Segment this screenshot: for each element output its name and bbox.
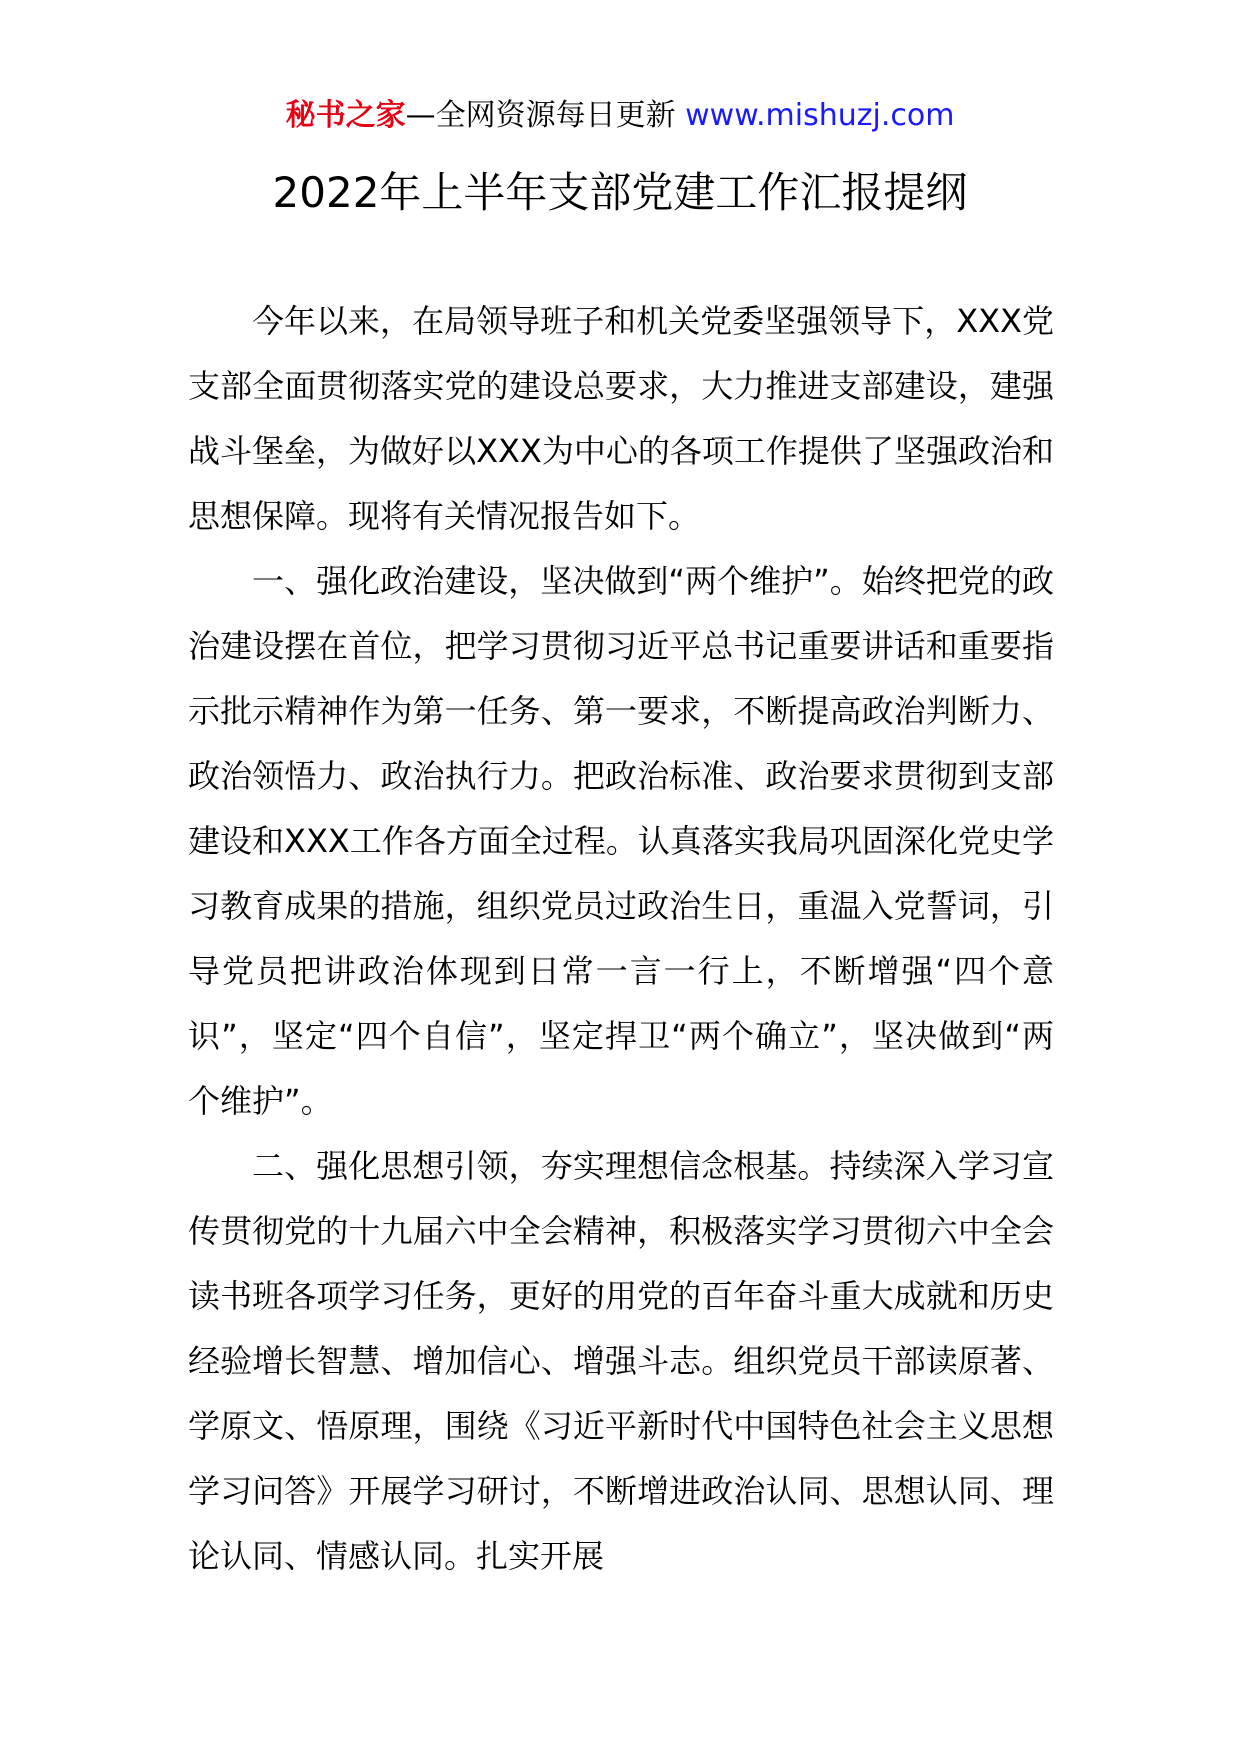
paragraph-section-2: 二、强化思想引领，夯实理想信念根基。持续深入学习宣传贯彻党的十九届六中全会精神，积极落实学习贯彻六中全会读书班各项学习任务，更好的用党的百年奋斗重大成就和历史经验增长智慧、增加信心、增强斗志。组织党员干部读原著、学原文、悟原理，围绕《习近平新时代中国特色社会主义思想学习问答》开展学习研讨，不断增进政治认同、思想认同、理论认同、情感认同。扎实开展 bbox=[188, 1147, 1054, 1575]
paragraph-intro: 今年以来，在局领导班子和机关党委坚强领导下，XXX党支部全面贯彻落实党的建设总要求，大力推进支部建设，建强战斗堡垒，为做好以XXX为中心的各项工作提供了坚强政治和思想保障。现将有关情况报告如下。 bbox=[188, 302, 1054, 535]
brand-name: 秘书之家 bbox=[285, 98, 406, 133]
site-header bbox=[0, 96, 1240, 136]
document-body bbox=[188, 289, 1054, 1589]
document-title: 2022年上半年支部党建工作汇报提纲 bbox=[272, 168, 968, 217]
paragraph-section-1: 一、强化政治建设，坚决做到“两个维护”。始终把党的政治建设摆在首位，把学习贯彻习近平总书记重要讲话和重要指示批示精神作为第一任务、第一要求，不断提高政治判断力、政治领悟力、政治执行力。把政治标准、政治要求贯彻到支部建设和XXX工作各方面全过程。认真落实我局巩固深化党史学习教育成果的措施，组织党员过政治生日，重温入党誓词，引导党员把讲政治体现到日常一言一行上，不断增强“四个意识”，坚定“四个自信”，坚定捍卫“两个确立”，坚决做到“两个维护”。 bbox=[188, 562, 1054, 1120]
site-url-link[interactable]: www.mishuzj.com bbox=[685, 98, 955, 133]
header-tagline: —全网资源每日更新 bbox=[405, 98, 676, 133]
